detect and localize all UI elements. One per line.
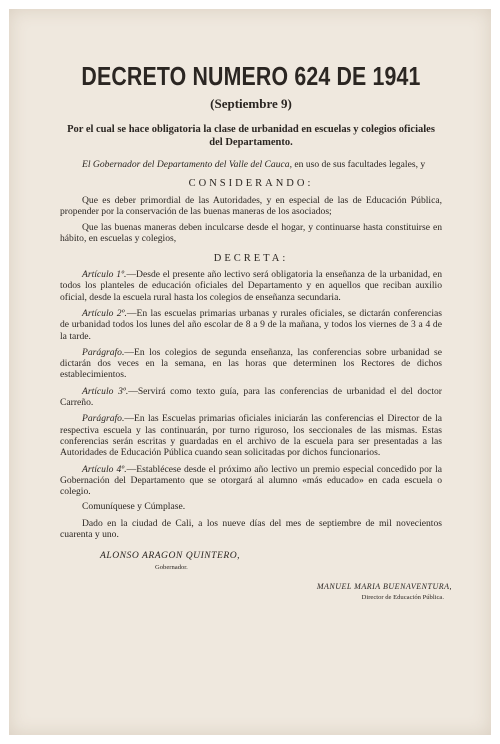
governor-role: Gobernador. — [155, 563, 188, 571]
governor-clause: El Gobernador del Departamento del Valle del Cauca, — [82, 159, 292, 170]
decree-headline: Por el cual se hace obligatoria la clase de urbanidad en escuelas y colegios oficiales del Departamento. — [67, 124, 435, 148]
article-lead: Artículo 3º. — [82, 385, 129, 397]
article-text: —Establécese desde el próximo año lectivo un premio especial concedido por la Gobernación del Departamento que se otorgará al alumno «más educado» en cada escuela o colegio. — [60, 463, 442, 498]
article-text: —En los colegios de segunda enseñanza, las conferencias sobre urbanidad se dictarán dos veces en la semana, en las horas que determinen los Rectores de dichos establecimientos. — [60, 346, 442, 381]
article-2 — [60, 308, 442, 342]
governor-signature: ALONSO ARAGON QUINTERO, — [100, 550, 241, 562]
intro-rest: en uso de sus facultades legales, y — [291, 159, 426, 170]
considerando-paragraph-2: Que las buenas maneras deben inculcarse desde el hogar, y continuarse hasta constituirse en hábito, en escuelas y colegios, — [60, 222, 442, 245]
article-text: —Desde el presente año lectivo será obligatoria la enseñanza de la urbanidad, en todos los planteles de educación oficiales del Departamento y en aquellos que reciban auxilio oficial, desde la escuela rural hasta los colegios de enseñanza secundaria. — [60, 269, 442, 303]
considerando-heading: CONSIDERANDO: — [188, 178, 314, 190]
article-lead: Parágrafo. — [82, 413, 125, 425]
decree-document — [60, 61, 452, 604]
article-lead: Parágrafo. — [82, 346, 125, 358]
closing-line: Comuníquese y Cúmplase. — [82, 501, 186, 513]
article-text: —En las escuelas primarias urbanas y rurales oficiales, se dictarán conferencias de urbanidad todos los lunes del año escolar de 8 a 9 de la mañana, y todos los viernes de 3 a 4 de la tarde. — [60, 307, 442, 342]
intro-paragraph — [60, 159, 442, 170]
article-lead: Artículo 2º. — [82, 307, 127, 319]
article-text: —En las Escuelas primarias oficiales iniciarán las conferencias el Director de la respectiva escuela y las continuarán, por turno riguroso, los seccionales de las mismas. Estas conferencias serán escritas y guardadas en el archivo de la escuela para ser presentadas a las Autoridades de Educación Pública cuando sean solicitadas por dichos funcionarios. — [60, 413, 442, 459]
paragrafo-2 — [60, 413, 442, 458]
date-line: Dado en la ciudad de Cali, a los nueve días del mes de septiembre de mil novecientos cuarenta y uno. — [60, 517, 442, 541]
article-4 — [60, 464, 442, 498]
decree-title: DECRETO NUMERO 624 DE 1941 — [81, 61, 421, 91]
decree-date: (Septiembre 9) — [210, 96, 292, 111]
article-1 — [60, 269, 442, 303]
article-3 — [60, 386, 442, 409]
paragrafo-1 — [60, 347, 442, 381]
article-lead: Artículo 4º. — [82, 463, 127, 475]
article-lead: Artículo 1º. — [82, 269, 127, 281]
decreta-heading: DECRETA: — [213, 252, 289, 264]
director-signature-block — [60, 581, 452, 604]
director-signature: MANUEL MARIA BUENAVENTURA, — [316, 581, 452, 591]
director-role: Director de Educación Pública. — [361, 594, 444, 602]
article-text: —Servirá como texto guía, para las conferencias de urbanidad el del doctor Carreño. — [60, 385, 442, 409]
considerando-paragraph-1: Que es deber primordial de las Autoridades, y en especial de las de Educación Pública, propender por la conservación de las buenas maneras de los asociados; — [60, 194, 442, 217]
